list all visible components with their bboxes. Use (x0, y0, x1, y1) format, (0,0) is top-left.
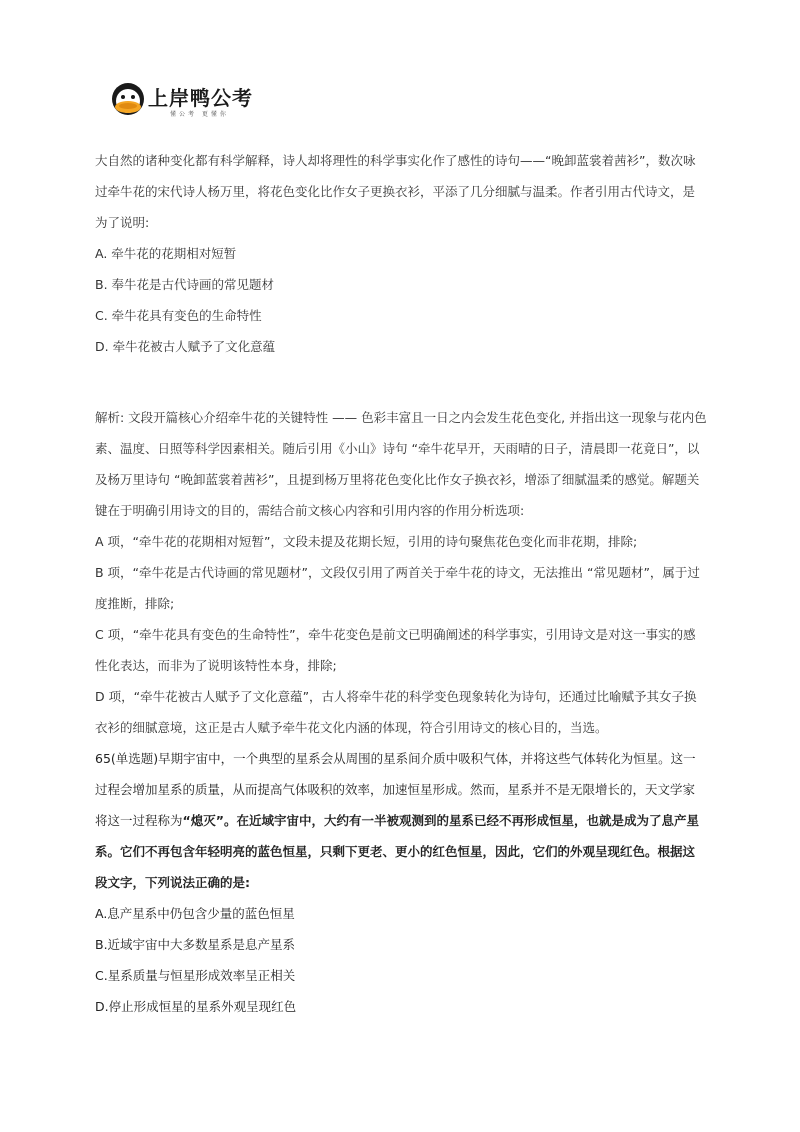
option-c: C.星系质量与恒星形成效率呈正相关 (95, 968, 296, 983)
question-65-options (95, 904, 707, 1017)
option-b: B. 奉牛花是古代诗画的常见题材 (95, 277, 275, 292)
analysis-item-b: B 项，“牵牛花是古代诗画的常见题材”，文段仅引用了两首关于牵牛花的诗文，无法推出 “常见题材”，属于过度推断，排除; (95, 565, 700, 611)
option-d: D. 牵牛花被古人赋予了文化意蕴 (95, 339, 276, 354)
option-b: B.近域宇宙中大多数星系是息产星系 (95, 937, 296, 952)
duck-icon (108, 78, 148, 118)
question-64-stem: 大自然的诸种变化都有科学解释，诗人却将理性的科学事实化作了感性的诗句——“晚卸蓝裳着茜衫”，数次咏过牵牛花的宋代诗人杨万里，将花色变化比作女子更换衣衫，平添了几分细腻与温柔。作者引用古代诗文，是为了说明: (95, 153, 696, 230)
document-body (95, 145, 707, 1028)
brand-logo (108, 78, 258, 122)
option-c: C. 牵牛花具有变色的生命特性 (95, 308, 262, 323)
analysis-intro: 解析: 文段开篇核心介绍牵牛花的关键特性 —— 色彩丰富且一日之内会发生花色变化, 并指出这一现象与花内色素、温度、日照等科学因素相关。随后引用《小山》诗句 “牵牛花早开，天雨晴的日子，清晨即一花竟日”，以及杨万里诗句 “晚卸蓝裳着茜衫”，且提到杨万里将花色变化比作女子换衣衫，增添了细腻温柔的感觉。解题关键在于明确引用诗文的目的，需结合前文核心内容和引用内容的作用分析选项: (95, 410, 707, 518)
analysis-item-c: C 项，“牵牛花具有变色的生命特性”，牵牛花变色是前文已明确阐述的科学事实，引用诗文是对这一事实的感性化表达，而非为了说明该特性本身，排除; (95, 627, 696, 673)
option-d: D.停止形成恒星的星系外观呈现红色 (95, 999, 297, 1014)
option-a: A. 牵牛花的花期相对短暂 (95, 246, 237, 261)
logo-name: 上岸鸭公考 (148, 86, 253, 110)
option-a: A.息产星系中仍包含少量的蓝色恒星 (95, 906, 295, 921)
question-64-options (95, 244, 707, 357)
question-65-stem (95, 743, 707, 898)
logo-tagline: 懂公考 更懂你 (170, 111, 229, 118)
analysis-item-d: D 项，“牵牛花被古人赋予了文化意蕴”，古人将牵牛花的科学变色现象转化为诗句，还通过比喻赋予其女子换衣衫的细腻意境，这正是古人赋予牵牛花文化内涵的体现，符合引用诗文的核心目的，当选。 (95, 689, 697, 735)
question-65-stem-bold: “熄灭”。在近域宇宙中，大约有一半被观测到的星系已经不再形成恒星，也就是成为了息产星系。它们不再包含年轻明亮的蓝色恒星，只剩下更老、更小的红色恒星，因此，它们的外观呈现红色。根据这段文字，下列说法正确的是: (95, 813, 699, 890)
question-65-stem-text: 65(单选题)早期宇宙中，一个典型的星系会从周围的星系间介质中吸积气体，并将这些气体转化为恒星。这一过程会增加星系的质量，从而提高气体吸积的效率，加速恒星形成。然而，星系并不是无限增长的，天文学家将这一过程称为 (95, 751, 696, 828)
analysis-item-a: A 项，“牵牛花的花期相对短暂”，文段未提及花期长短，引用的诗句聚焦花色变化而非花期，排除; (95, 534, 638, 549)
